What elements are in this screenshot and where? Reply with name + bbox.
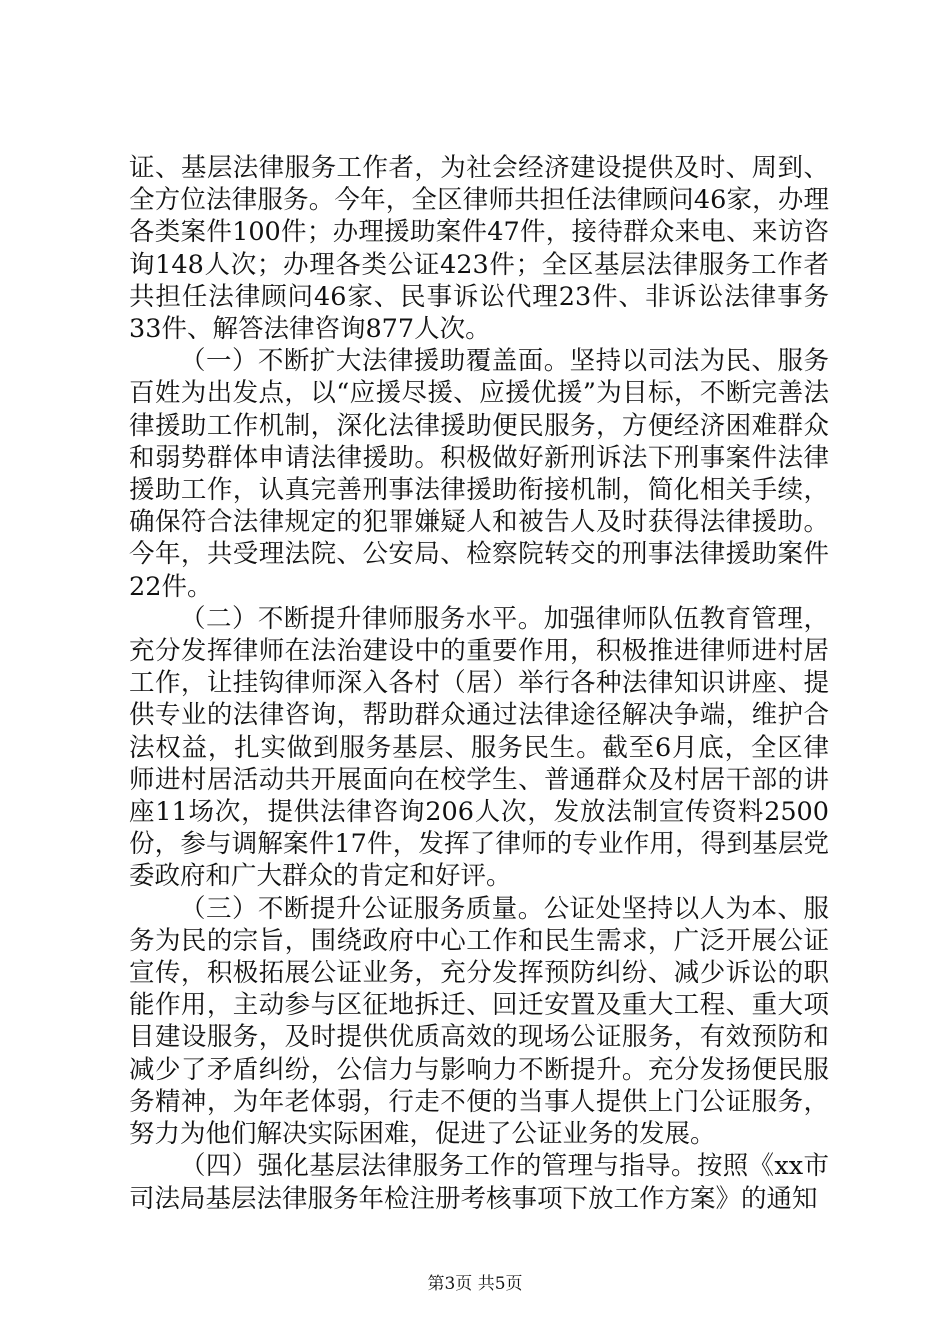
paragraph-notary-service: （三）不断提升公证服务质量。公证处坚持以人为本、服务为民的宗旨，围绕政府中心工作和民生需求，广泛开展公证宣传，积极拓展公证业务，充分发挥预防纠纷、减少诉讼的职能作用，主动参与区征地拆迁、回迁安置及重大工程、重大项目建设服务，及时提供优质高效的现场公证服务，有效预防和减少了矛盾纠纷，公信力与影响力不断提升。充分发扬便民服务精神，为年老体弱，行走不便的当事人提供上门公证服务，努力为他们解决实际困难，促进了公证业务的发展。 [129,893,829,1150]
paragraph-lawyer-service: （二）不断提升律师服务水平。加强律师队伍教育管理，充分发挥律师在法治建设中的重要作用，积极推进律师进村居工作，让挂钩律师深入各村（居）举行各种法律知识讲座、提供专业的法律咨询，帮助群众通过法律途径解决争端，维护合法权益，扎实做到服务基层、服务民生。截至6月底，全区律师进村居活动共开展面向在校学生、普通群众及村居干部的讲座11场次，提供法律咨询206人次，发放法制宣传资料2500份，参与调解案件17件，发挥了律师的专业作用，得到基层党委政府和广大群众的肯定和好评。 [129,603,829,892]
paragraph-grassroots-management: （四）强化基层法律服务工作的管理与指导。按照《xx市司法局基层法律服务年检注册考核事项下放工作方案》的通知 [129,1151,829,1214]
paragraph-continuation: 证、基层法律服务工作者，为社会经济建设提供及时、周到、全方位法律服务。今年，全区律师共担任法律顾问46家，办理各类案件100件；办理援助案件47件，接待群众来电、来访咨询148人次；办理各类公证423件；全区基层法律服务工作者共担任法律顾问46家、民事诉讼代理23件、非诉讼法律事务33件、解答法律咨询877人次。 [129,153,829,345]
document-body [129,152,829,1215]
page-number-footer: 第3页 共5页 [427,1274,523,1294]
paragraph-legal-aid: （一）不断扩大法律援助覆盖面。坚持以司法为民、服务百姓为出发点，以“应援尽援、应援优援”为目标，不断完善法律援助工作机制，深化法律援助便民服务，方便经济困难群众和弱势群体申请法律援助。积极做好新刑诉法下刑事案件法律援助工作，认真完善刑事法律援助衔接机制，简化相关手续，确保符合法律规定的犯罪嫌疑人和被告人及时获得法律援助。今年，共受理法院、公安局、检察院转交的刑事法律援助案件22件。 [129,346,829,602]
